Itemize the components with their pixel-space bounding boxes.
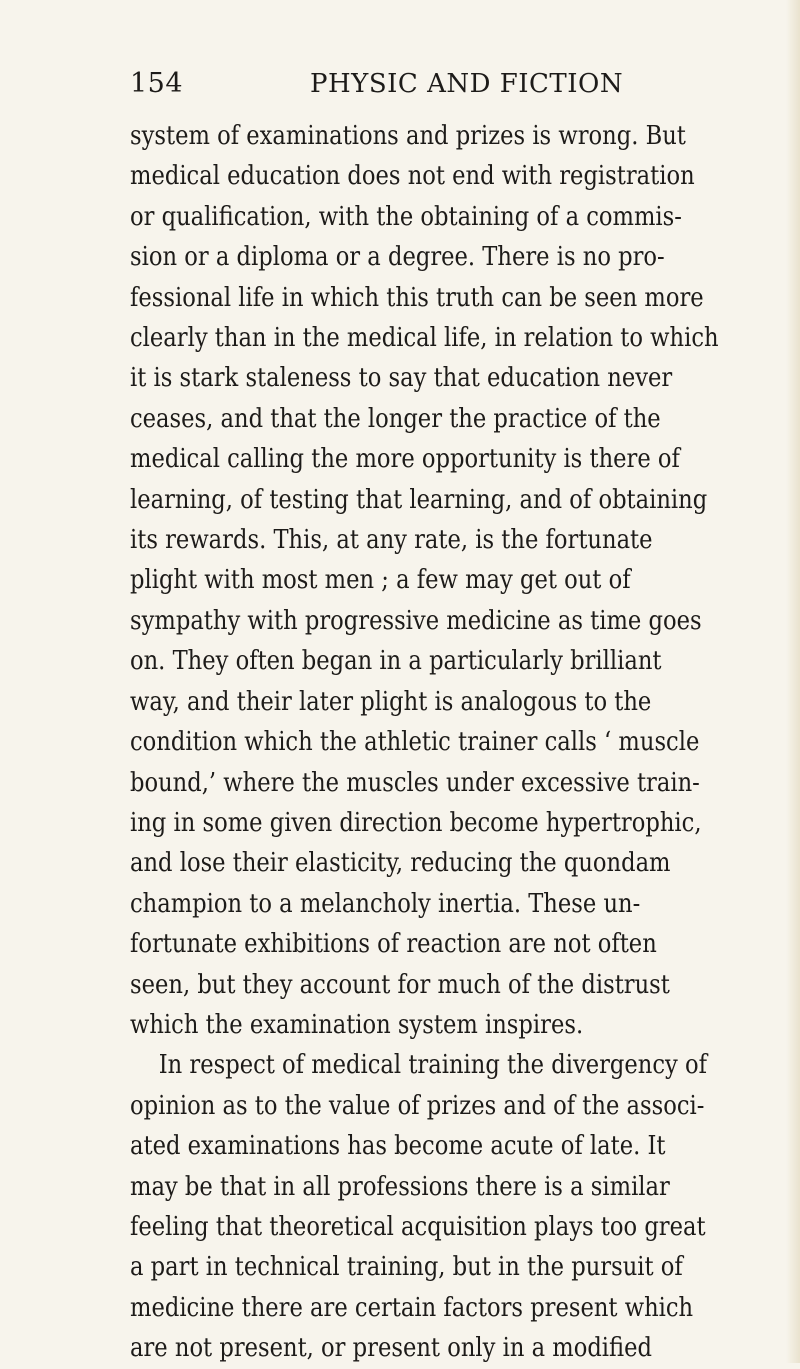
text-line: a part in technical training, but in the pursuit of (130, 1252, 683, 1283)
body-text (130, 116, 796, 1369)
text-line: way, and their later plight is analogous to the (130, 686, 652, 717)
text-line: which the examination system inspires. (130, 1009, 584, 1040)
text-line: feeling that theoretical acquisition plays too great (130, 1211, 706, 1242)
text-line: sympathy with progressive medicine as time goes (130, 605, 702, 636)
text-line: sion or a diploma or a degree. There is no pro- (130, 242, 665, 273)
text-line: fortunate exhibitions of reaction are not often (130, 929, 657, 960)
text-line: are not present, or present only in a modified (130, 1333, 652, 1364)
text-line: system of examinations and prizes is wrong. But (130, 121, 686, 151)
text-line: its rewards. This, at any rate, is the fortunate (130, 525, 653, 556)
text-line: on. They often began in a particularly brilliant (130, 646, 662, 677)
text-line: ated examinations has become acute of late. It (130, 1131, 666, 1162)
text-line: and lose their elasticity, reducing the quondam (130, 848, 671, 879)
text-line: it is stark staleness to say that education never (130, 363, 673, 394)
text-line: may be that in all professions there is a similar (130, 1171, 670, 1202)
page-number: 154 (130, 68, 184, 99)
text-line: or qualification, with the obtaining of a commis- (130, 201, 682, 232)
text-line: opinion as to the value of prizes and of the associ- (130, 1090, 705, 1121)
text-line: champion to a melancholy inertia. These un- (130, 888, 641, 919)
text-line: clearly than in the medical life, in relation to which (130, 323, 719, 354)
text-line: learning, of testing that learning, and of obtaining (130, 484, 708, 515)
text-line: ceases, and that the longer the practice of the (130, 403, 661, 434)
text-line: medical education does not end with registration (130, 161, 695, 192)
page-header (130, 66, 650, 102)
text-line: seen, but they account for much of the distrust (130, 969, 670, 1000)
text-line: medicine there are certain factors present which (130, 1292, 694, 1323)
text-line: bound,’ where the muscles under excessive train- (130, 767, 700, 798)
text-line: ing in some given direction become hypertrophic, (130, 807, 702, 838)
text-line: plight with most men ; a few may get out of (130, 565, 631, 596)
running-head: PHYSIC AND FICTION (310, 69, 624, 99)
text-line: medical calling the more opportunity is there of (130, 444, 680, 475)
text-line: condition which the athletic trainer calls ‘ muscle (130, 727, 700, 758)
text-line: fessional life in which this truth can be seen more (130, 282, 704, 313)
paragraph-start-line: In respect of medical training the divergency of (158, 1050, 708, 1081)
